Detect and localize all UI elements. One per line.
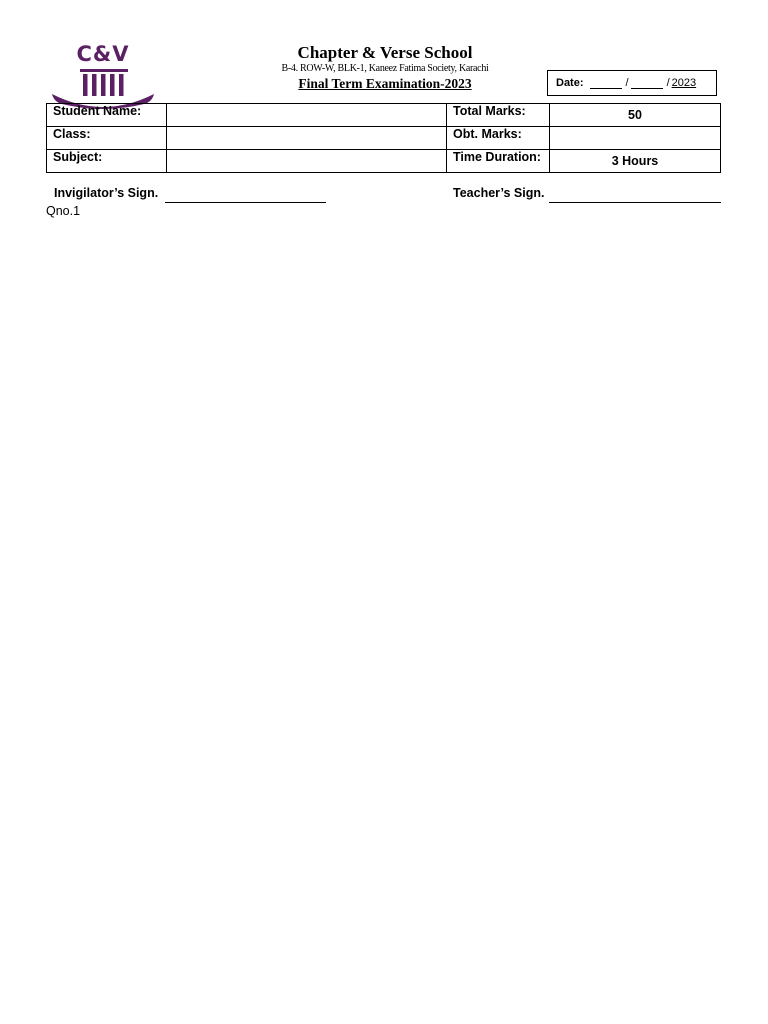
exam-title bbox=[200, 76, 570, 92]
obt-marks-field[interactable] bbox=[550, 127, 721, 150]
date-label: Date: bbox=[556, 77, 584, 89]
logo-text: C&V bbox=[76, 42, 130, 66]
invigilator-sign-label: Invigilator’s Sign. bbox=[54, 186, 159, 200]
exam-title-text: Final Term Examination-2023 bbox=[298, 76, 472, 91]
date-month-blank[interactable] bbox=[631, 78, 663, 89]
total-marks-label: Total Marks: bbox=[447, 104, 550, 127]
class-field[interactable] bbox=[167, 127, 447, 150]
teacher-sign-line[interactable] bbox=[549, 202, 721, 203]
table-row bbox=[47, 150, 721, 173]
obt-marks-label: Obt. Marks: bbox=[447, 127, 550, 150]
school-address: B-4. ROW-W, BLK-1, Kaneez Fatima Society, Karachi bbox=[281, 63, 489, 74]
school-name: Chapter & Verse School bbox=[297, 43, 473, 62]
student-name-field[interactable] bbox=[167, 104, 447, 127]
subject-label: Subject: bbox=[47, 150, 167, 173]
time-duration-label: Time Duration: bbox=[447, 150, 550, 173]
date-day-blank[interactable] bbox=[590, 78, 622, 89]
school-logo bbox=[48, 42, 158, 110]
class-label: Class: bbox=[47, 127, 167, 150]
question-number: Qno.1 bbox=[46, 204, 81, 218]
date-separator: / bbox=[666, 77, 670, 89]
table-row bbox=[47, 127, 721, 150]
teacher-sign-label: Teacher’s Sign. bbox=[453, 186, 545, 200]
student-name-label: Student Name: bbox=[47, 104, 167, 127]
student-info-table bbox=[46, 103, 721, 173]
date-separator: / bbox=[625, 77, 629, 89]
time-duration-value: 3 Hours bbox=[550, 150, 721, 173]
invigilator-sign-line[interactable] bbox=[165, 202, 326, 203]
date-box bbox=[547, 70, 717, 96]
subject-field[interactable] bbox=[167, 150, 447, 173]
date-year: 2023 bbox=[671, 77, 697, 89]
total-marks-value: 50 bbox=[550, 104, 721, 127]
table-row bbox=[47, 104, 721, 127]
